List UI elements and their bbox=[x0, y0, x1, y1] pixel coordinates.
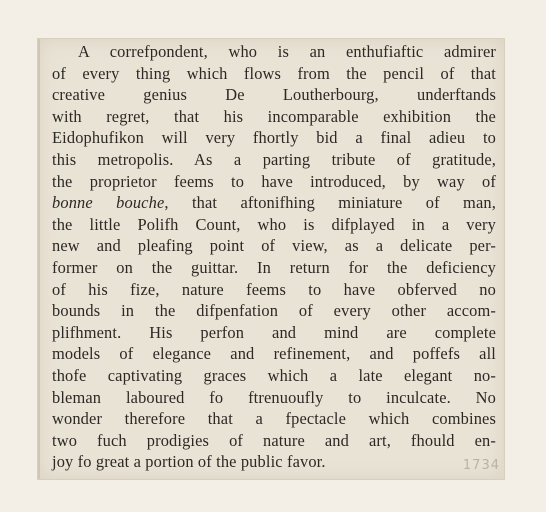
newspaper-clipping bbox=[38, 39, 504, 479]
article-line: the proprietor feems to have introduced, by way of bbox=[52, 171, 496, 191]
article-line: Eidophufikon will very fhortly bid a final adieu to bbox=[52, 128, 496, 148]
article-line: thofe captivating graces which a late elegant no- bbox=[52, 365, 496, 385]
article-line: plifhment. His perfon and mind are complete bbox=[52, 322, 496, 342]
article-line: A correfpondent, who is an enthufiaftic admirer bbox=[78, 42, 496, 61]
article-line: two fuch prodigies of nature and art, fhould en- bbox=[52, 430, 496, 450]
article-text bbox=[52, 41, 496, 473]
article-line: bleman laboured fo ftrenuoufly to inculcate. No bbox=[52, 387, 496, 407]
italic-phrase: bonne bouche bbox=[52, 193, 165, 213]
article-line: with regret, that his incomparable exhibition the bbox=[52, 106, 496, 126]
article-line: this metropolis. As a parting tribute of gratitude, bbox=[52, 149, 496, 169]
article-line: joy fo great a portion of the public favor. bbox=[52, 452, 326, 472]
article-line: the little Polifh Count, who is difplayed in a very bbox=[52, 214, 496, 234]
article-line: bonne bouche, that aftonifhing miniature of man, bbox=[52, 193, 496, 213]
article-line: bounds in the difpenfation of every other accom- bbox=[52, 301, 496, 321]
article-line: creative genius De Loutherbourg, underftands bbox=[52, 85, 496, 105]
catalog-number: 1734 bbox=[462, 458, 500, 473]
article-line: wonder therefore that a fpectacle which combines bbox=[52, 409, 496, 429]
article-line: former on the guittar. In return for the deficiency bbox=[52, 257, 496, 277]
article-line: models of elegance and refinement, and poffefs all bbox=[52, 344, 496, 364]
article-line: of every thing which flows from the pencil of that bbox=[52, 63, 496, 83]
article-line: new and pleafing point of view, as a delicate per- bbox=[52, 236, 496, 256]
article-line: of his fize, nature feems to have obferved no bbox=[52, 279, 496, 299]
